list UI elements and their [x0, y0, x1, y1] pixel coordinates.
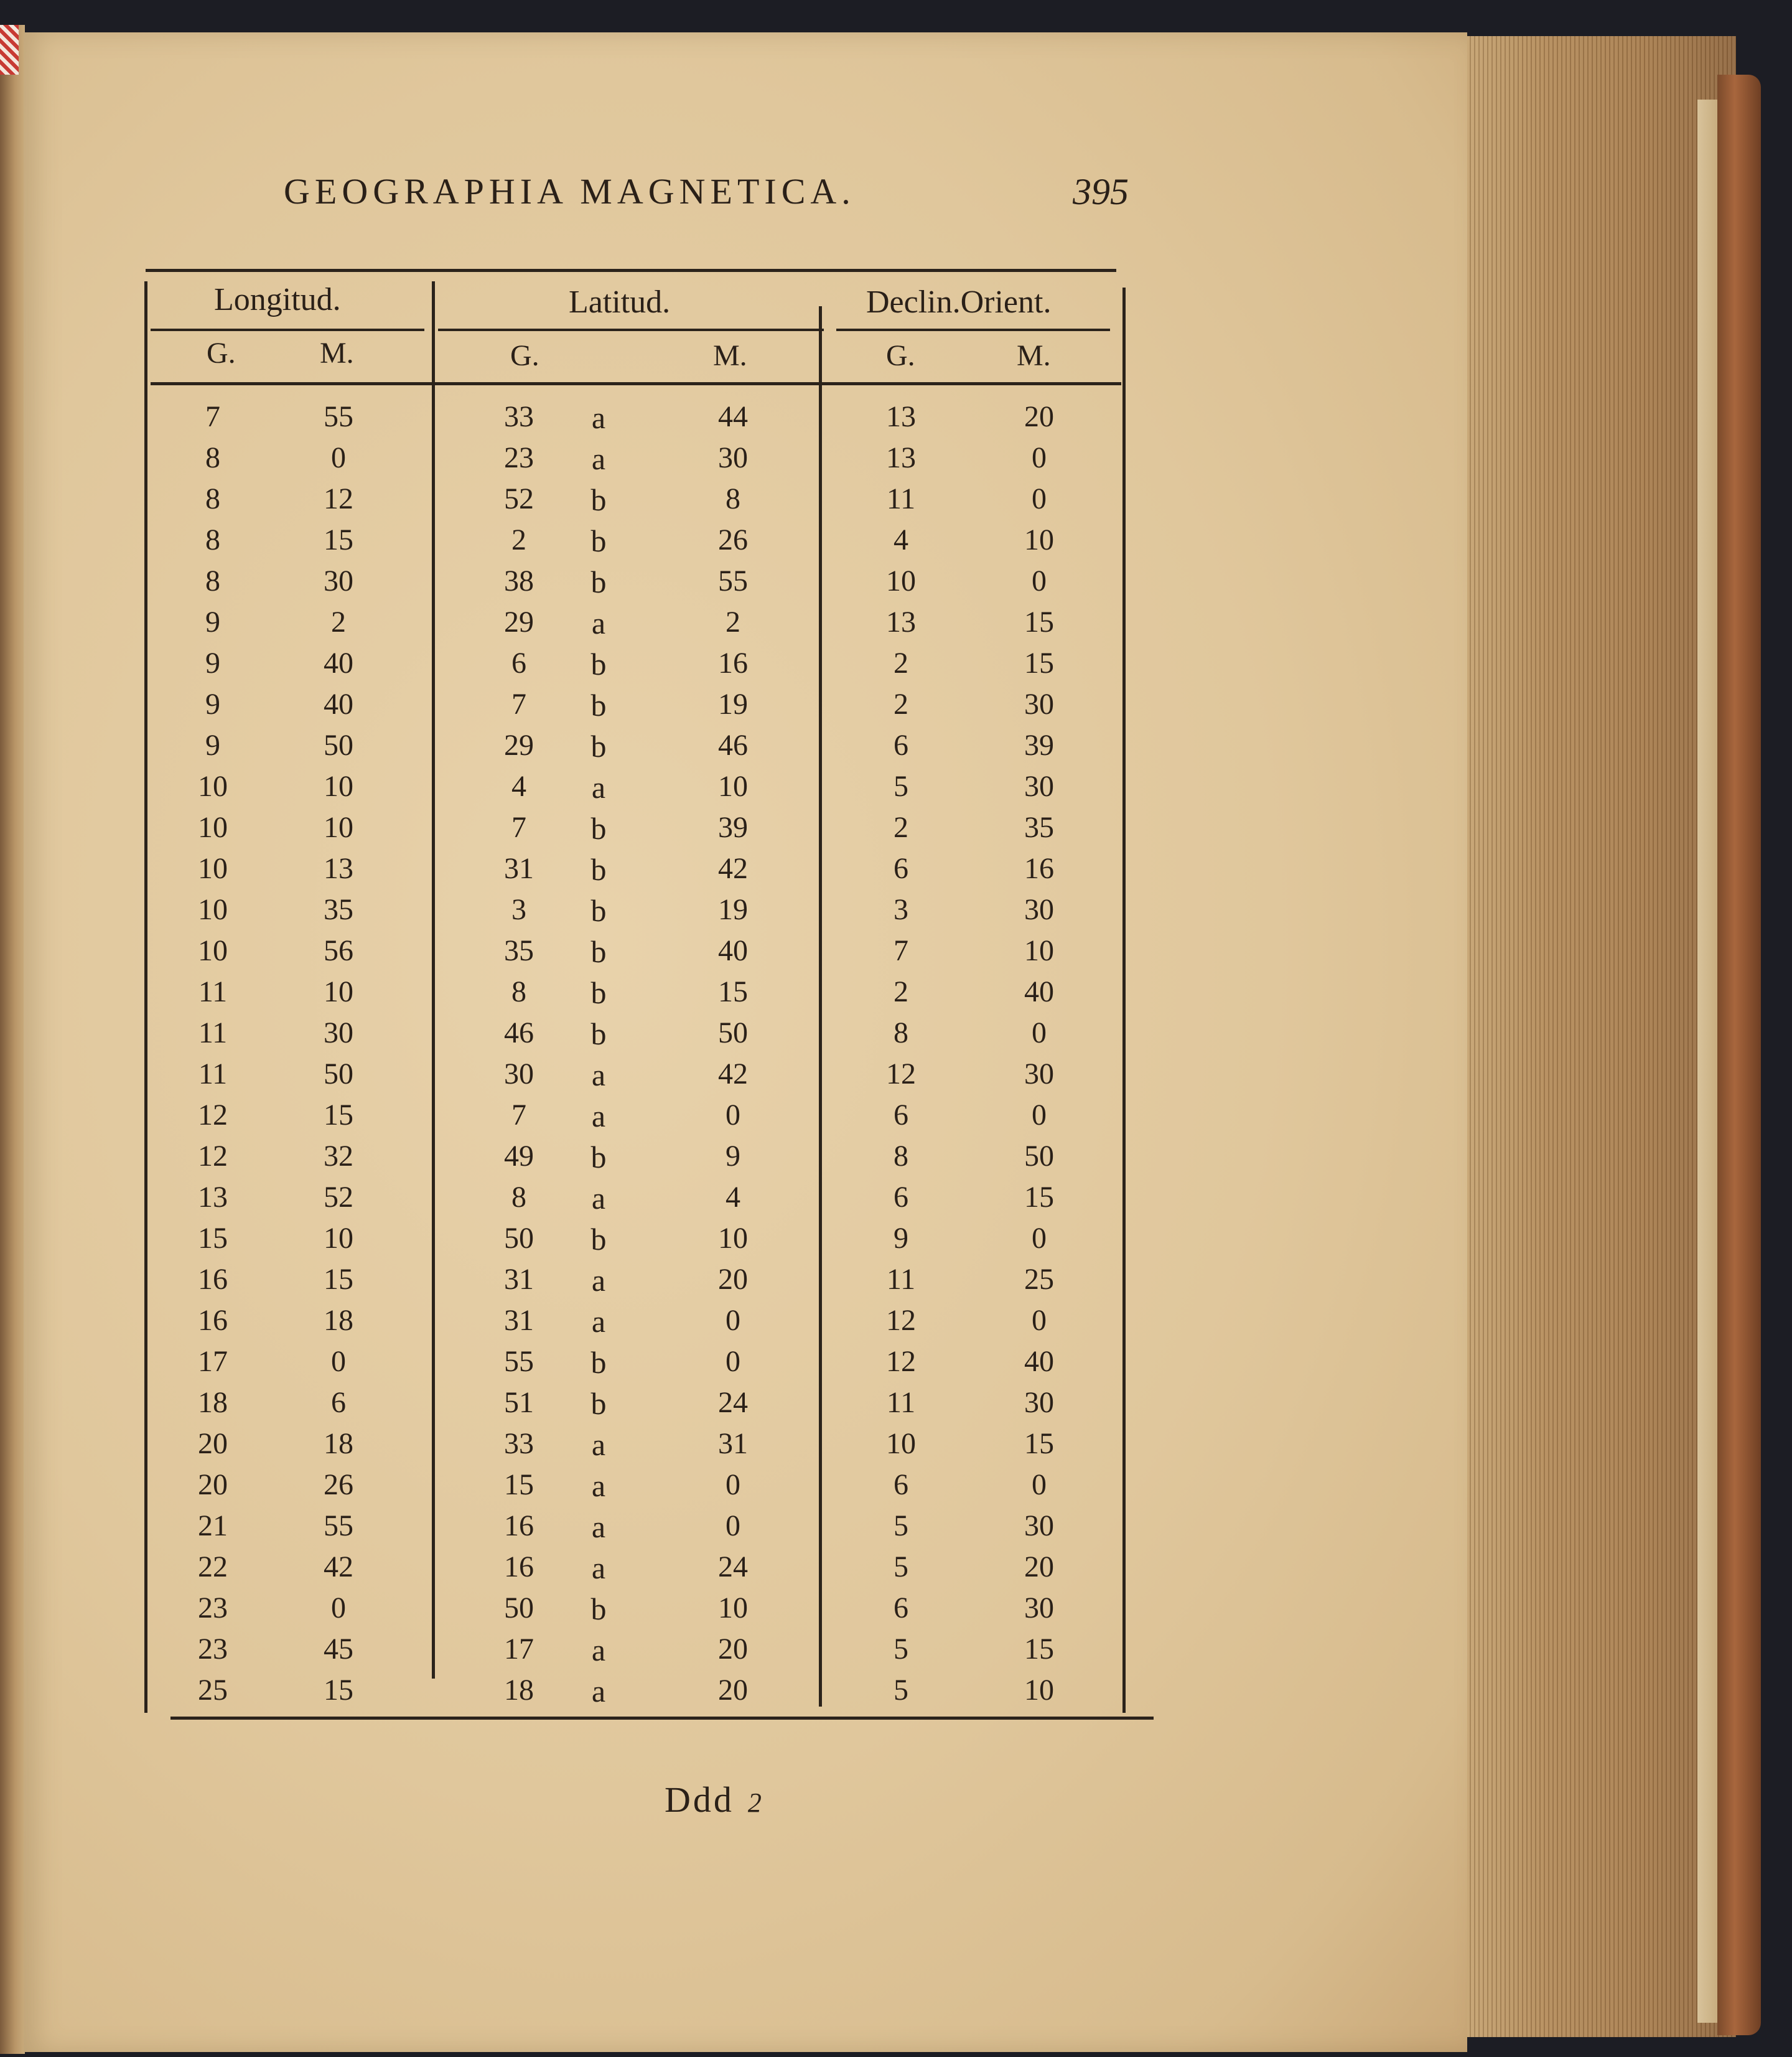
cell-longitude-m: 12	[324, 482, 353, 515]
cell-longitude-m: 15	[324, 1099, 353, 1132]
cell-declination-g: 5	[894, 1674, 908, 1707]
cell-latitude-ns: b	[590, 1386, 607, 1421]
cell-latitude-ns: a	[591, 1057, 606, 1092]
cell-declination-m: 40	[1024, 975, 1054, 1008]
cell-longitude-g: 20	[198, 1427, 228, 1460]
cell-latitude-ns: b	[590, 1345, 607, 1380]
cell-declination-m: 0	[1032, 1099, 1047, 1132]
cell-latitude-ns: b	[590, 852, 607, 887]
cell-latitude-g: 7	[511, 688, 526, 721]
previous-page-edge	[0, 25, 25, 2054]
page-number: 395	[1073, 171, 1129, 212]
cell-longitude-m: 10	[324, 1222, 353, 1255]
cell-declination-m: 10	[1024, 1674, 1054, 1707]
cell-latitude-m: 0	[726, 1345, 740, 1378]
cell-longitude-g: 11	[198, 1057, 228, 1090]
cell-declination-m: 40	[1024, 1345, 1054, 1378]
cell-longitude-g: 10	[198, 893, 228, 926]
cell-latitude-m: 20	[718, 1263, 748, 1296]
cell-latitude-g: 8	[511, 975, 526, 1008]
cell-latitude-ns: a	[591, 1181, 606, 1216]
running-title: GEOGRAPHIA MAGNETICA.	[284, 171, 856, 212]
cell-latitude-ns: b	[590, 729, 607, 764]
cell-latitude-g: 16	[504, 1550, 534, 1583]
subheader-longitude-g: G.	[207, 337, 236, 370]
cell-longitude-m: 0	[331, 441, 346, 474]
cell-longitude-m: 56	[324, 934, 353, 967]
cell-latitude-g: 17	[504, 1633, 534, 1666]
cell-longitude-g: 22	[198, 1550, 228, 1583]
cell-latitude-ns: b	[590, 688, 607, 723]
cell-longitude-g: 20	[198, 1468, 228, 1501]
cell-declination-g: 3	[894, 893, 908, 926]
cell-declination-g: 13	[886, 441, 916, 474]
cell-latitude-ns: b	[590, 482, 607, 517]
cell-longitude-m: 50	[324, 1057, 353, 1090]
header-latitude: Latitud.	[569, 284, 671, 320]
cell-declination-m: 39	[1024, 729, 1054, 762]
cell-declination-g: 12	[886, 1057, 916, 1090]
cell-longitude-g: 18	[198, 1386, 228, 1419]
cell-latitude-ns: b	[590, 1591, 607, 1626]
cell-latitude-ns: a	[591, 770, 606, 805]
cell-latitude-g: 31	[504, 852, 534, 885]
cell-declination-m: 16	[1024, 852, 1054, 885]
cell-latitude-ns: a	[591, 1674, 606, 1708]
cell-declination-g: 6	[894, 1591, 908, 1624]
cell-longitude-g: 17	[198, 1345, 228, 1378]
cell-declination-g: 10	[886, 1427, 916, 1460]
cell-declination-m: 30	[1024, 1591, 1054, 1624]
cell-longitude-m: 35	[324, 893, 353, 926]
cell-declination-g: 8	[894, 1016, 908, 1049]
cell-latitude-g: 29	[504, 729, 534, 762]
signature-letters: Ddd	[665, 1779, 734, 1820]
cell-latitude-m: 19	[718, 688, 748, 721]
cell-longitude-m: 55	[324, 400, 353, 433]
cell-latitude-m: 10	[718, 1222, 748, 1255]
cell-latitude-g: 52	[504, 482, 534, 515]
column-divider-right	[1122, 288, 1126, 1713]
cell-longitude-g: 8	[205, 441, 220, 474]
cell-longitude-g: 10	[198, 811, 228, 844]
header-rule-right	[836, 329, 1110, 331]
cell-latitude-m: 55	[718, 565, 748, 597]
cell-declination-g: 9	[894, 1222, 908, 1255]
column-divider-left	[144, 281, 147, 1713]
cell-latitude-m: 15	[718, 975, 748, 1008]
cell-longitude-m: 0	[331, 1345, 346, 1378]
cell-latitude-g: 15	[504, 1468, 534, 1501]
cell-declination-g: 2	[894, 688, 908, 721]
cell-declination-m: 15	[1024, 1427, 1054, 1460]
cell-latitude-ns: b	[590, 975, 607, 1010]
cell-latitude-ns: a	[591, 1633, 606, 1667]
cell-latitude-g: 51	[504, 1386, 534, 1419]
cell-longitude-m: 18	[324, 1304, 353, 1337]
cell-longitude-g: 7	[205, 400, 220, 433]
cell-declination-m: 30	[1024, 688, 1054, 721]
cell-declination-m: 20	[1024, 400, 1054, 433]
cell-latitude-g: 16	[504, 1509, 534, 1542]
cell-latitude-m: 31	[718, 1427, 748, 1460]
cell-latitude-ns: b	[590, 934, 607, 969]
cell-declination-g: 13	[886, 400, 916, 433]
cell-declination-m: 50	[1024, 1140, 1054, 1173]
cell-latitude-ns: b	[590, 565, 607, 599]
column-divider-1	[432, 281, 435, 1679]
cell-longitude-m: 2	[331, 606, 346, 639]
cell-longitude-g: 15	[198, 1222, 228, 1255]
cell-latitude-m: 16	[718, 647, 748, 680]
cell-longitude-m: 15	[324, 523, 353, 556]
cell-longitude-m: 50	[324, 729, 353, 762]
cell-latitude-g: 3	[511, 893, 526, 926]
cell-latitude-m: 30	[718, 441, 748, 474]
cell-declination-m: 0	[1032, 1016, 1047, 1049]
cell-latitude-g: 6	[511, 647, 526, 680]
cell-latitude-g: 7	[511, 1099, 526, 1132]
cell-latitude-m: 0	[726, 1509, 740, 1542]
cell-latitude-ns: b	[590, 811, 607, 846]
cell-declination-m: 10	[1024, 523, 1054, 556]
cell-latitude-g: 18	[504, 1674, 534, 1707]
cell-declination-m: 30	[1024, 893, 1054, 926]
cell-longitude-m: 30	[324, 565, 353, 597]
cell-declination-m: 15	[1024, 647, 1054, 680]
cell-declination-g: 12	[886, 1345, 916, 1378]
cell-declination-m: 15	[1024, 1181, 1054, 1214]
cell-declination-g: 2	[894, 811, 908, 844]
cell-declination-g: 4	[894, 523, 908, 556]
cell-longitude-m: 6	[331, 1386, 346, 1419]
cell-latitude-g: 33	[504, 1427, 534, 1460]
cell-latitude-ns: b	[590, 523, 607, 558]
cell-longitude-g: 16	[198, 1304, 228, 1337]
subheader-declination-g: G.	[886, 339, 915, 372]
cell-latitude-ns: a	[591, 1509, 606, 1544]
column-divider-2	[819, 306, 822, 1707]
cell-declination-m: 0	[1032, 482, 1047, 515]
cell-longitude-g: 21	[198, 1509, 228, 1542]
cell-longitude-g: 8	[205, 482, 220, 515]
header-rule-left	[151, 329, 424, 331]
cell-declination-m: 30	[1024, 1386, 1054, 1419]
cell-longitude-g: 12	[198, 1140, 228, 1173]
cell-latitude-ns: b	[590, 1016, 607, 1051]
cell-longitude-g: 23	[198, 1633, 228, 1666]
cell-longitude-m: 55	[324, 1509, 353, 1542]
cell-latitude-g: 31	[504, 1304, 534, 1337]
cell-latitude-m: 9	[726, 1140, 740, 1173]
cell-declination-g: 2	[894, 647, 908, 680]
cell-latitude-ns: a	[591, 606, 606, 640]
cell-longitude-m: 40	[324, 688, 353, 721]
cell-declination-g: 5	[894, 1550, 908, 1583]
cell-declination-m: 0	[1032, 1468, 1047, 1501]
cell-latitude-m: 44	[718, 400, 748, 433]
cell-declination-m: 15	[1024, 606, 1054, 639]
cell-latitude-g: 7	[511, 811, 526, 844]
cell-longitude-m: 42	[324, 1550, 353, 1583]
cell-latitude-ns: a	[591, 400, 606, 435]
cell-latitude-ns: a	[591, 441, 606, 476]
cell-declination-m: 0	[1032, 565, 1047, 597]
cell-longitude-g: 9	[205, 606, 220, 639]
cell-declination-g: 11	[886, 482, 916, 515]
cell-longitude-g: 9	[205, 688, 220, 721]
subheader-rule	[151, 382, 1121, 385]
cell-declination-m: 35	[1024, 811, 1054, 844]
cell-longitude-g: 8	[205, 523, 220, 556]
cell-declination-m: 30	[1024, 1057, 1054, 1090]
cell-longitude-m: 52	[324, 1181, 353, 1214]
cell-longitude-g: 10	[198, 770, 228, 803]
cell-longitude-m: 13	[324, 852, 353, 885]
cell-declination-g: 13	[886, 606, 916, 639]
cell-latitude-g: 50	[504, 1591, 534, 1624]
cell-longitude-m: 40	[324, 647, 353, 680]
cell-latitude-g: 38	[504, 565, 534, 597]
cell-declination-g: 11	[886, 1263, 916, 1296]
cell-latitude-g: 30	[504, 1057, 534, 1090]
page-block-edge	[1444, 36, 1736, 2037]
signature-number: 2	[747, 1788, 764, 1818]
cell-longitude-m: 10	[324, 770, 353, 803]
cell-latitude-ns: b	[590, 893, 607, 928]
subheader-latitude-g: G.	[510, 339, 539, 372]
header-declination-orient: Declin.Orient.	[866, 284, 1052, 320]
cell-latitude-m: 46	[718, 729, 748, 762]
cell-latitude-ns: b	[590, 1140, 607, 1174]
cell-longitude-g: 9	[205, 647, 220, 680]
cell-declination-m: 0	[1032, 1222, 1047, 1255]
cell-latitude-g: 55	[504, 1345, 534, 1378]
bookmark-ribbon	[0, 25, 19, 75]
cell-latitude-g: 33	[504, 400, 534, 433]
cell-longitude-m: 15	[324, 1263, 353, 1296]
cell-declination-m: 25	[1024, 1263, 1054, 1296]
cell-latitude-m: 39	[718, 811, 748, 844]
cell-latitude-ns: a	[591, 1427, 606, 1462]
cell-declination-m: 20	[1024, 1550, 1054, 1583]
cell-latitude-m: 19	[718, 893, 748, 926]
cell-latitude-m: 42	[718, 1057, 748, 1090]
cell-latitude-m: 20	[718, 1633, 748, 1666]
cell-latitude-m: 0	[726, 1304, 740, 1337]
cell-longitude-m: 15	[324, 1674, 353, 1707]
cell-longitude-m: 32	[324, 1140, 353, 1173]
leather-cover	[1717, 75, 1761, 2035]
cell-declination-g: 2	[894, 975, 908, 1008]
cell-longitude-m: 18	[324, 1427, 353, 1460]
cell-declination-g: 6	[894, 729, 908, 762]
cell-declination-g: 6	[894, 1099, 908, 1132]
cell-declination-g: 12	[886, 1304, 916, 1337]
cell-latitude-m: 8	[726, 482, 740, 515]
cell-longitude-g: 8	[205, 565, 220, 597]
cell-latitude-g: 29	[504, 606, 534, 639]
cell-declination-g: 10	[886, 565, 916, 597]
cell-longitude-m: 45	[324, 1633, 353, 1666]
header-rule-mid	[438, 329, 824, 331]
cell-declination-m: 30	[1024, 1509, 1054, 1542]
cell-declination-m: 0	[1032, 1304, 1047, 1337]
cell-longitude-m: 26	[324, 1468, 353, 1501]
cell-latitude-m: 24	[718, 1386, 748, 1419]
signature-mark	[665, 1779, 764, 1820]
cell-latitude-ns: a	[591, 1304, 606, 1339]
cell-declination-g: 6	[894, 1468, 908, 1501]
cell-longitude-g: 13	[198, 1181, 228, 1214]
cell-latitude-m: 4	[726, 1181, 740, 1214]
cell-declination-m: 10	[1024, 934, 1054, 967]
cell-longitude-m: 10	[324, 811, 353, 844]
book-page	[24, 32, 1467, 2052]
table-top-rule	[146, 269, 1116, 272]
cell-declination-g: 8	[894, 1140, 908, 1173]
cell-latitude-g: 35	[504, 934, 534, 967]
cell-latitude-m: 10	[718, 770, 748, 803]
cell-latitude-g: 2	[511, 523, 526, 556]
cell-latitude-g: 8	[511, 1181, 526, 1214]
cell-latitude-g: 49	[504, 1140, 534, 1173]
cell-declination-m: 15	[1024, 1633, 1054, 1666]
cell-latitude-m: 10	[718, 1591, 748, 1624]
cell-latitude-m: 20	[718, 1674, 748, 1707]
cell-latitude-m: 50	[718, 1016, 748, 1049]
cell-latitude-m: 26	[718, 523, 748, 556]
cell-latitude-m: 42	[718, 852, 748, 885]
cell-latitude-ns: b	[590, 647, 607, 682]
cell-declination-m: 0	[1032, 441, 1047, 474]
cell-latitude-ns: a	[591, 1468, 606, 1503]
cell-declination-g: 5	[894, 1633, 908, 1666]
table-bottom-rule	[170, 1717, 1154, 1720]
cell-longitude-g: 11	[198, 1016, 228, 1049]
cell-declination-g: 11	[886, 1386, 916, 1419]
subheader-latitude-m: M.	[713, 339, 747, 372]
subheader-longitude-m: M.	[320, 337, 354, 370]
cell-latitude-m: 24	[718, 1550, 748, 1583]
cell-longitude-g: 10	[198, 852, 228, 885]
cell-longitude-g: 10	[198, 934, 228, 967]
cell-latitude-g: 31	[504, 1263, 534, 1296]
cell-latitude-g: 46	[504, 1016, 534, 1049]
cell-longitude-m: 10	[324, 975, 353, 1008]
cell-latitude-m: 40	[718, 934, 748, 967]
cell-longitude-g: 16	[198, 1263, 228, 1296]
cell-longitude-m: 0	[331, 1591, 346, 1624]
header-longitude: Longitud.	[214, 282, 341, 317]
cell-latitude-g: 50	[504, 1222, 534, 1255]
cell-declination-g: 7	[894, 934, 908, 967]
cell-latitude-g: 4	[511, 770, 526, 803]
cell-declination-g: 5	[894, 770, 908, 803]
cell-declination-g: 5	[894, 1509, 908, 1542]
cell-latitude-m: 2	[726, 606, 740, 639]
cell-latitude-g: 23	[504, 441, 534, 474]
cell-longitude-m: 30	[324, 1016, 353, 1049]
subheader-declination-m: M.	[1017, 339, 1051, 372]
cell-latitude-ns: a	[591, 1550, 606, 1585]
cell-latitude-m: 0	[726, 1468, 740, 1501]
cell-longitude-g: 9	[205, 729, 220, 762]
cell-declination-g: 6	[894, 1181, 908, 1214]
cell-latitude-m: 0	[726, 1099, 740, 1132]
cell-latitude-ns: a	[591, 1099, 606, 1133]
cell-longitude-g: 11	[198, 975, 228, 1008]
cell-declination-g: 6	[894, 852, 908, 885]
cell-longitude-g: 25	[198, 1674, 228, 1707]
cell-declination-m: 30	[1024, 770, 1054, 803]
cell-longitude-g: 12	[198, 1099, 228, 1132]
cell-longitude-g: 23	[198, 1591, 228, 1624]
cell-latitude-ns: a	[591, 1263, 606, 1298]
cell-latitude-ns: b	[590, 1222, 607, 1257]
